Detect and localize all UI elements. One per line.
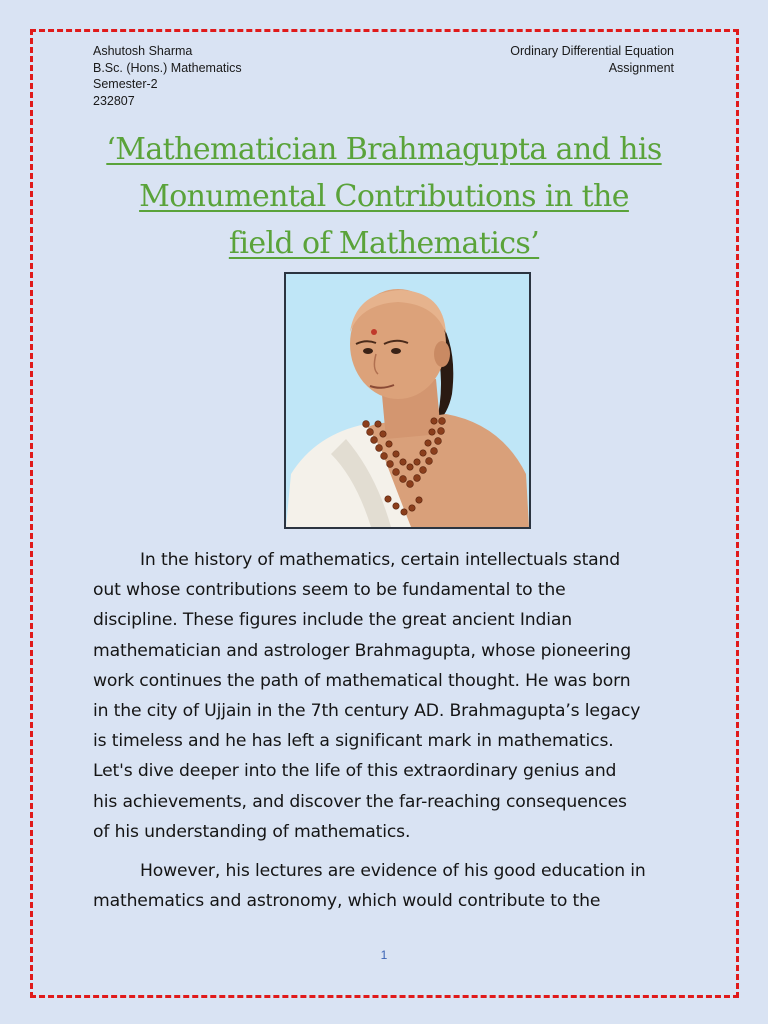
document-type: Assignment xyxy=(608,60,674,75)
text-line: his achievements, and discover the far-reaching consequences xyxy=(93,791,627,812)
title-line: field of Mathematics’ xyxy=(228,226,540,261)
text-line: in the city of Ujjain in the 7th century AD. Brahmagupta’s legacy xyxy=(93,701,641,722)
text-line: mathematics and astronomy, which would contribute to the xyxy=(93,891,601,912)
roll-number: 232807 xyxy=(93,93,135,108)
title-line: ‘Mathematician Brahmagupta and his xyxy=(106,132,662,167)
semester: Semester-2 xyxy=(93,77,158,91)
document-title xyxy=(60,126,708,267)
text-line: discipline. These figures include the great ancient Indian xyxy=(93,610,572,631)
text-line: Let's dive deeper into the life of this extraordinary genius and xyxy=(93,761,617,782)
body-text xyxy=(93,545,683,916)
header-right xyxy=(510,43,674,76)
text-line: In the history of mathematics, certain intellectuals stand xyxy=(140,550,621,570)
page-number: 1 xyxy=(380,948,388,962)
header-left xyxy=(93,43,242,109)
text-line: of his understanding of mathematics. xyxy=(93,821,411,842)
author-name: Ashutosh Sharma xyxy=(93,44,193,58)
text-line: work continues the path of mathematical thought. He was born xyxy=(93,670,631,691)
text-line: out whose contributions seem to be fundamental to the xyxy=(93,580,566,601)
portrait-image xyxy=(284,272,531,529)
course-name: B.Sc. (Hons.) Mathematics xyxy=(93,60,242,75)
title-line: Monumental Contributions in the xyxy=(139,179,629,214)
text-line: However, his lectures are evidence of his good education in xyxy=(140,861,646,882)
paragraph-1 xyxy=(93,545,683,847)
paragraph-2 xyxy=(93,856,683,916)
portrait-illustration xyxy=(286,274,529,527)
subject-name: Ordinary Differential Equation xyxy=(510,44,674,58)
text-line: mathematician and astrologer Brahmagupta, whose pioneering xyxy=(93,640,632,661)
text-line: is timeless and he has left a significant mark in mathematics. xyxy=(93,731,614,752)
